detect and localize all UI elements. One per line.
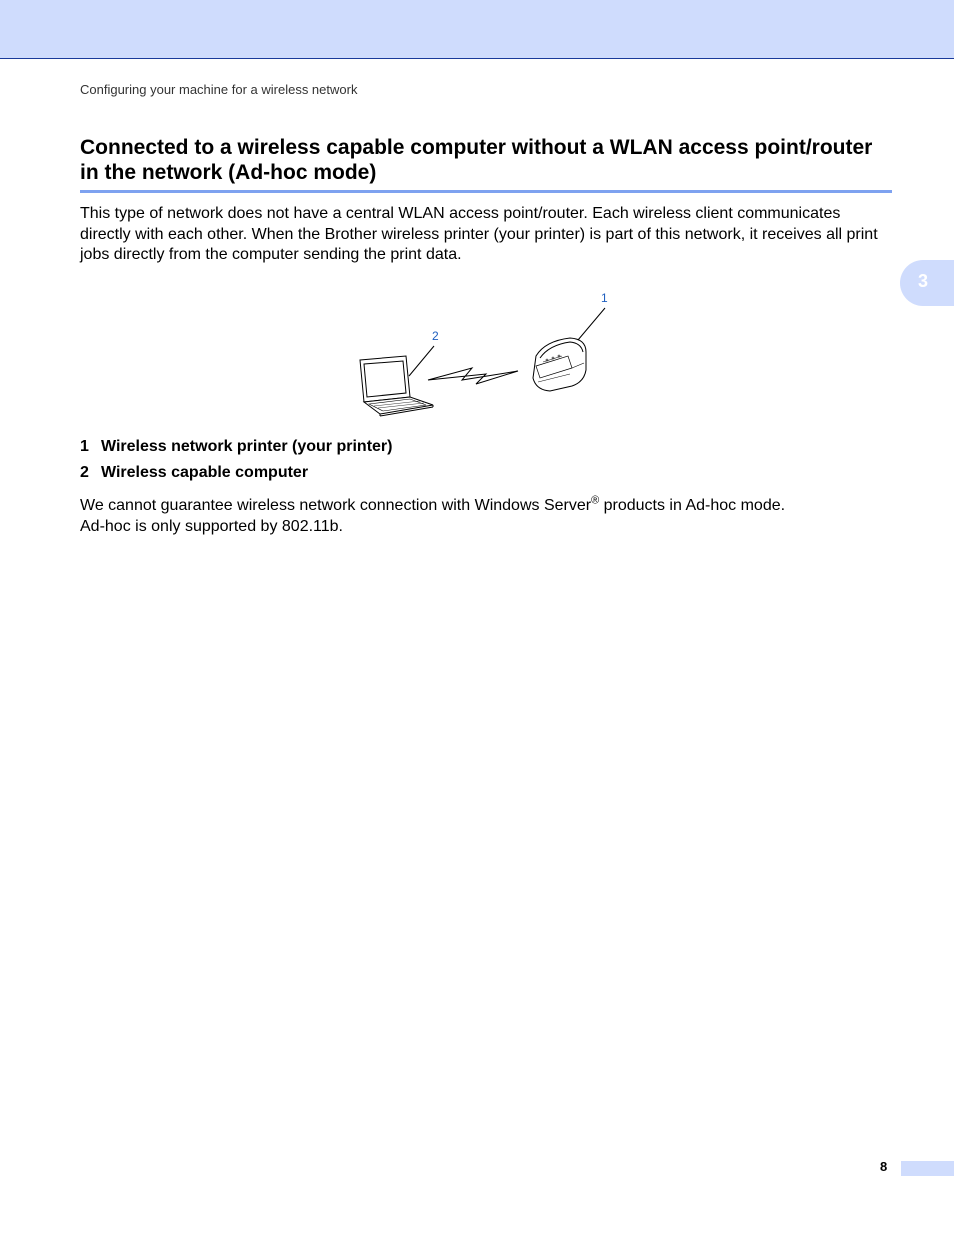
laptop-icon xyxy=(360,356,433,416)
registered-mark: ® xyxy=(591,494,600,507)
legend-number: 1 xyxy=(80,438,89,455)
legend-label: Wireless capable computer xyxy=(101,464,309,481)
intro-paragraph: This type of network does not have a central WLAN access point/router. Each wireless client communicates directly with each other. When the Brother wireless printer (your printer) is part of this network, it receives all print jobs directly from the computer sending the print data. xyxy=(80,205,878,263)
wireless-signal-icon xyxy=(428,368,518,384)
footer-bar xyxy=(901,1161,954,1176)
note-paragraph xyxy=(80,496,895,537)
legend-item-computer xyxy=(80,464,308,482)
header-band xyxy=(0,0,954,59)
leader-line-2 xyxy=(409,346,434,376)
breadcrumb: Configuring your machine for a wireless network xyxy=(80,82,358,97)
callout-2: 2 xyxy=(432,329,439,343)
callout-1: 1 xyxy=(601,291,608,305)
note-text-before: We cannot guarantee wireless network connection with Windows Server xyxy=(80,497,592,514)
leader-line-1 xyxy=(578,308,605,340)
page-number: 8 xyxy=(880,1159,888,1174)
printer-icon xyxy=(533,338,586,391)
legend-item-printer xyxy=(80,438,392,456)
title-underline xyxy=(80,190,892,193)
legend-label: Wireless network printer (your printer) xyxy=(101,438,393,455)
chapter-tab xyxy=(900,260,954,306)
note-text-after: products in Ad-hoc mode. xyxy=(599,497,786,514)
chapter-number: 3 xyxy=(918,271,929,291)
adhoc-network-diagram xyxy=(340,286,620,421)
section-title: Connected to a wireless capable computer without a WLAN access point/router in the network (Ad-hoc mode) xyxy=(80,136,873,184)
note-line-2: Ad-hoc is only supported by 802.11b. xyxy=(80,517,343,535)
legend-number: 2 xyxy=(80,464,89,481)
